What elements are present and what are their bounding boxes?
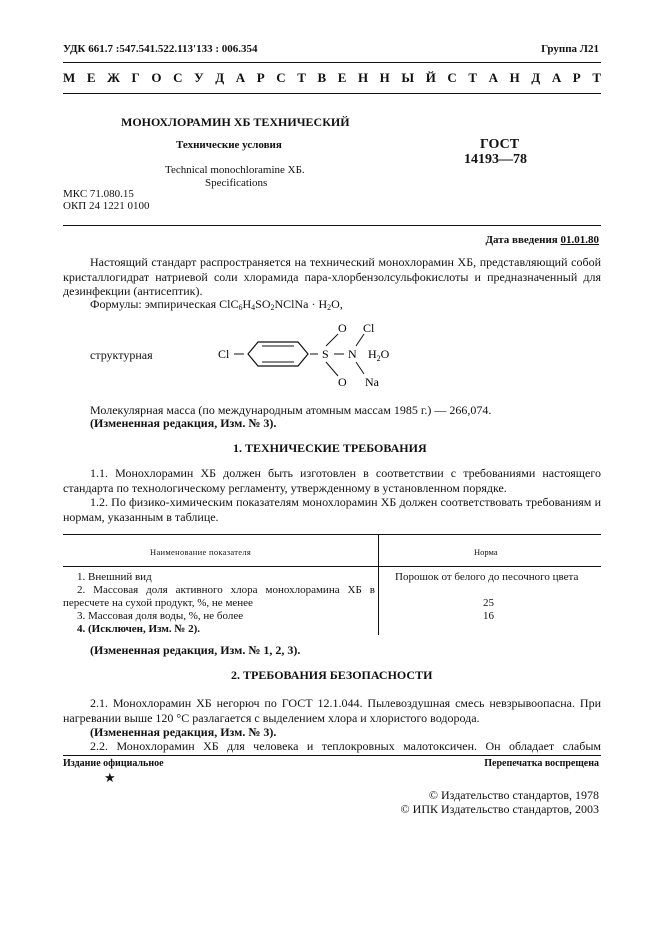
atom-o-bottom: O	[338, 375, 347, 389]
title-rule	[63, 225, 601, 226]
formula-value: $ClC_6H_4SO_2NClNa \cdot H_2O$,	[219, 297, 343, 312]
table-row-2-norm: 25	[483, 597, 494, 609]
atom-n: N	[348, 347, 357, 361]
revision-note-2-3: (Измененная редакция, Изм. № 3).	[90, 725, 277, 739]
structural-label: структурная	[90, 348, 153, 362]
table-row-2-name: 2. Массовая доля активного хлора монохлорамина ХБ в пересчете на сухой продукт, %, не менее	[63, 584, 375, 609]
intro-date-label: Дата введения	[485, 234, 558, 246]
paragraph-2-1: 2.1. Монохлорамин ХБ негорюч по ГОСТ 12.1.044. Пылевоздушная смесь невзрывоопасна. При нагревании выше 120 °С разлагается с выделением хлора и хлористого водорода.	[63, 696, 601, 725]
table-row-3-name: 3. Массовая доля воды, %, не более	[77, 610, 244, 622]
document-title: МОНОХЛОРАМИН ХБ ТЕХНИЧЕСКИЙ	[121, 115, 350, 129]
empirical-formula	[90, 297, 343, 312]
molar-mass: Молекулярная масса (по международным атомным массам 1985 г.) — 266,074.	[90, 403, 492, 417]
english-title-1: Technical monochloramine ХБ.	[165, 164, 305, 176]
section-2-heading: 2. ТРЕБОВАНИЯ БЕЗОПАСНОСТИ	[231, 668, 433, 682]
formula-label: Формулы: эмпирическая	[90, 297, 217, 311]
official-edition: Издание официальное	[63, 758, 164, 769]
document-subtitle: Технические условия	[176, 139, 282, 151]
copyright-1978: © Издательство стандартов, 1978	[428, 788, 599, 802]
udk-code: УДК 661.7 :547.541.522.113'133 : 006.354	[63, 43, 258, 55]
gost-label: ГОСТ	[480, 137, 520, 152]
mks-code: МКС 71.080.15	[63, 188, 134, 200]
header-rule	[63, 62, 601, 63]
table-row-4-name: 4. (Исключен, Изм. № 2).	[77, 623, 201, 635]
table-header-name: Наименование показателя	[150, 547, 252, 557]
structural-formula-diagram	[210, 318, 410, 393]
atom-s: S	[322, 347, 329, 361]
section-1-heading: 1. ТЕХНИЧЕСКИЕ ТРЕБОВАНИЯ	[233, 441, 427, 455]
banner-rule	[63, 93, 601, 94]
atom-o-top: O	[338, 321, 347, 335]
paragraph-2-2: 2.2. Монохлорамин ХБ для человека и теплокровных малотоксичен. Он обладает слабым	[90, 739, 601, 753]
revision-note-3: (Измененная редакция, Изм. № 3).	[90, 416, 277, 430]
atom-cl-top: Cl	[363, 321, 375, 335]
english-title-2: Specifications	[205, 177, 268, 189]
group-code: Группа Л21	[541, 43, 599, 55]
table-header-norm: Норма	[474, 547, 498, 557]
atom-cl-left: Cl	[218, 347, 230, 361]
gost-number: 14193—78	[464, 152, 527, 167]
copyright-2003: © ИПК Издательство стандартов, 2003	[400, 802, 599, 816]
table-row-3-norm: 16	[483, 610, 494, 622]
atom-na: Na	[365, 375, 379, 389]
atom-h2o: $H_2O$	[368, 347, 390, 363]
intro-paragraph: Настоящий стандарт распространяется на технический монохлорамин ХБ, представляющий собой кристаллогидрат натриевой соли хлорамида пара-хлорбензолсульфокислоты и предназначенный для дезинфекции (антисептик).	[63, 255, 601, 298]
intro-date-value: 01.01.80	[560, 234, 599, 246]
table-row-1-norm: Порошок от белого до песочного цвета	[395, 571, 579, 583]
intro-date	[485, 234, 599, 246]
paragraph-1-2: 1.2. По физико-химическим показателям монохлорамин ХБ должен соответствовать требованиям и нормам, указанным в таблице.	[63, 495, 601, 524]
table-row-1-name: 1. Внешний вид	[77, 571, 152, 583]
reprint-notice: Перепечатка воспрещена	[484, 758, 599, 769]
footer-rule	[63, 755, 601, 756]
paragraph-1-1: 1.1. Монохлорамин ХБ должен быть изготовлен в соответствии с требованиями настоящего стандарта по технологическому регламенту, утвержденному в установленном порядке.	[63, 466, 601, 495]
revision-note-123: (Измененная редакция, Изм. № 1, 2, 3).	[90, 643, 301, 657]
star-icon: ★	[104, 770, 116, 785]
okp-code: ОКП 24 1221 0100	[63, 200, 150, 212]
standard-banner: М Е Ж Г О С У Д А Р С Т В Е Н Н Ы Й С Т А Н Д А Р Т	[63, 70, 601, 85]
